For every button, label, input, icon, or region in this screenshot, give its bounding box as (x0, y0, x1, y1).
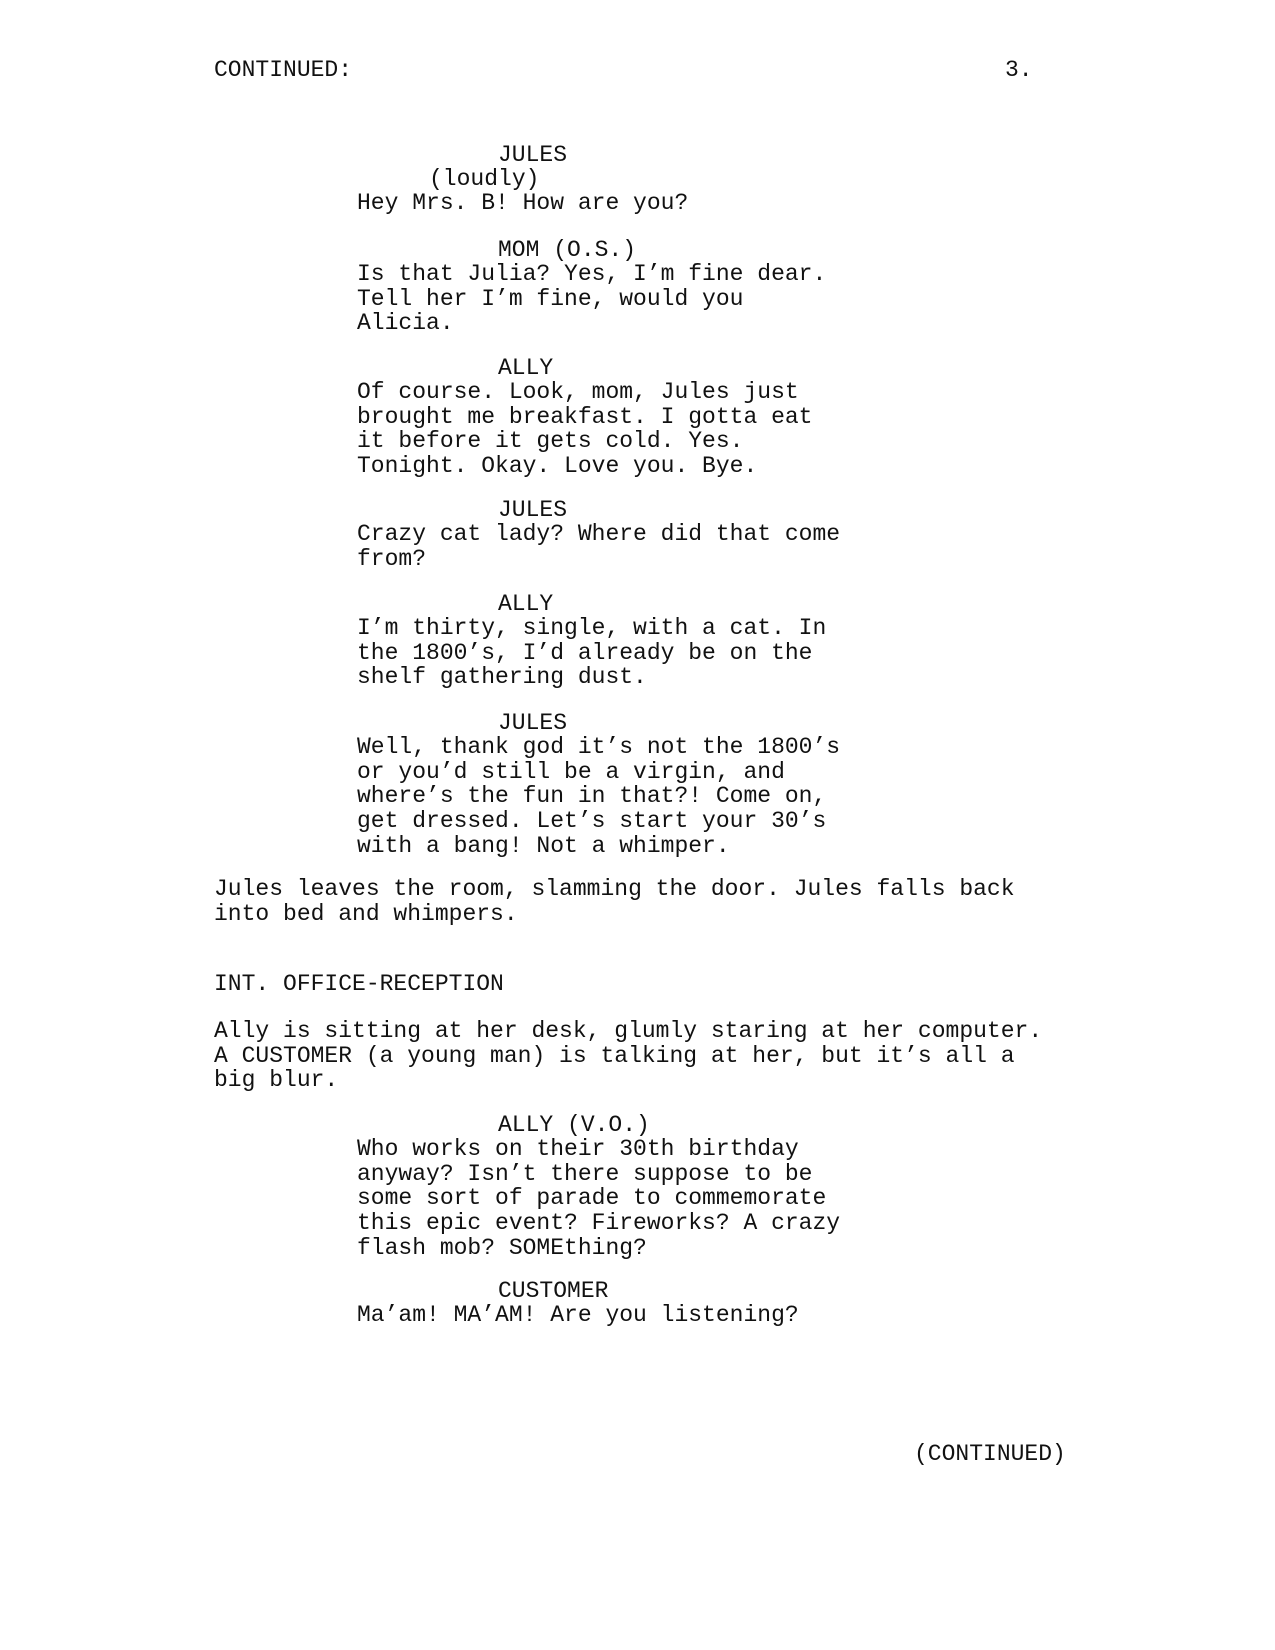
character-name: ALLY (498, 591, 554, 617)
dialogue-line: I’m thirty, single, with a cat. In (357, 615, 827, 641)
character-name: JULES (498, 142, 568, 168)
character-name: JULES (498, 497, 568, 523)
continued-footer: (CONTINUED) (914, 1441, 1066, 1467)
dialogue-line: Is that Julia? Yes, I’m fine dear. (357, 261, 827, 287)
dialogue (357, 522, 840, 571)
dialogue-line: Ma’am! MA’AM! Are you listening? (357, 1302, 799, 1328)
dialogue (357, 1303, 799, 1328)
dialogue-line: where’s the fun in that?! Come on, (357, 783, 827, 810)
dialogue-line: brought me breakfast. I gotta eat (357, 403, 813, 430)
scene-heading: INT. OFFICE-RECEPTION (214, 971, 504, 997)
action-line: A CUSTOMER (a young man) is talking at her, but it’s all a (214, 1042, 1015, 1069)
dialogue-line: shelf gathering dust. (357, 664, 647, 691)
parenthetical: (loudly) (429, 166, 540, 192)
dialogue-line: some sort of parade to commemorate (357, 1185, 827, 1212)
dialogue (357, 616, 826, 690)
action-line: into bed and whimpers. (214, 900, 518, 927)
character-name: ALLY (V.O.) (498, 1112, 650, 1138)
dialogue-line: it before it gets cold. Yes. (357, 428, 744, 455)
dialogue-line: flash mob? SOMEthing? (357, 1234, 647, 1261)
character-name: MOM (O.S.) (498, 237, 637, 263)
dialogue-line: Alicia. (357, 310, 454, 337)
action-line: big blur. (214, 1067, 339, 1094)
dialogue-line: or you’d still be a virgin, and (357, 758, 785, 785)
dialogue-line: Of course. Look, mom, Jules just (357, 379, 799, 405)
dialogue (357, 380, 812, 479)
dialogue-line: Who works on their 30th birthday (357, 1136, 799, 1162)
action-paragraph (214, 877, 1015, 926)
dialogue-line: Well, thank god it’s not the 1800’s (357, 734, 841, 760)
action-line: Ally is sitting at her desk, glumly staring at her computer. (214, 1018, 1043, 1044)
dialogue-line: with a bang! Not a whimper. (357, 832, 730, 859)
action-line: Jules leaves the room, slamming the door. Jules falls back (214, 876, 1015, 902)
dialogue-line: Tonight. Okay. Love you. Bye. (357, 453, 758, 480)
dialogue (357, 735, 840, 859)
page-number: 3. (1005, 57, 1033, 83)
dialogue-line: from? (357, 545, 427, 572)
dialogue (357, 191, 688, 216)
dialogue-line: this epic event? Fireworks? A crazy (357, 1210, 841, 1237)
dialogue-line: anyway? Isn’t there suppose to be (357, 1160, 813, 1187)
dialogue-line: Crazy cat lady? Where did that come (357, 521, 841, 547)
action-paragraph (214, 1019, 1042, 1093)
dialogue (357, 1137, 840, 1261)
character-name: JULES (498, 710, 568, 736)
character-name: ALLY (498, 355, 554, 381)
dialogue-line: the 1800’s, I’d already be on the (357, 639, 813, 666)
dialogue-line: Tell her I’m fine, would you (357, 285, 744, 312)
dialogue-line: Hey Mrs. B! How are you? (357, 190, 689, 216)
continued-header: CONTINUED: (214, 57, 353, 83)
dialogue (357, 262, 826, 336)
dialogue-line: get dressed. Let’s start your 30’s (357, 808, 827, 835)
character-name: CUSTOMER (498, 1278, 609, 1304)
